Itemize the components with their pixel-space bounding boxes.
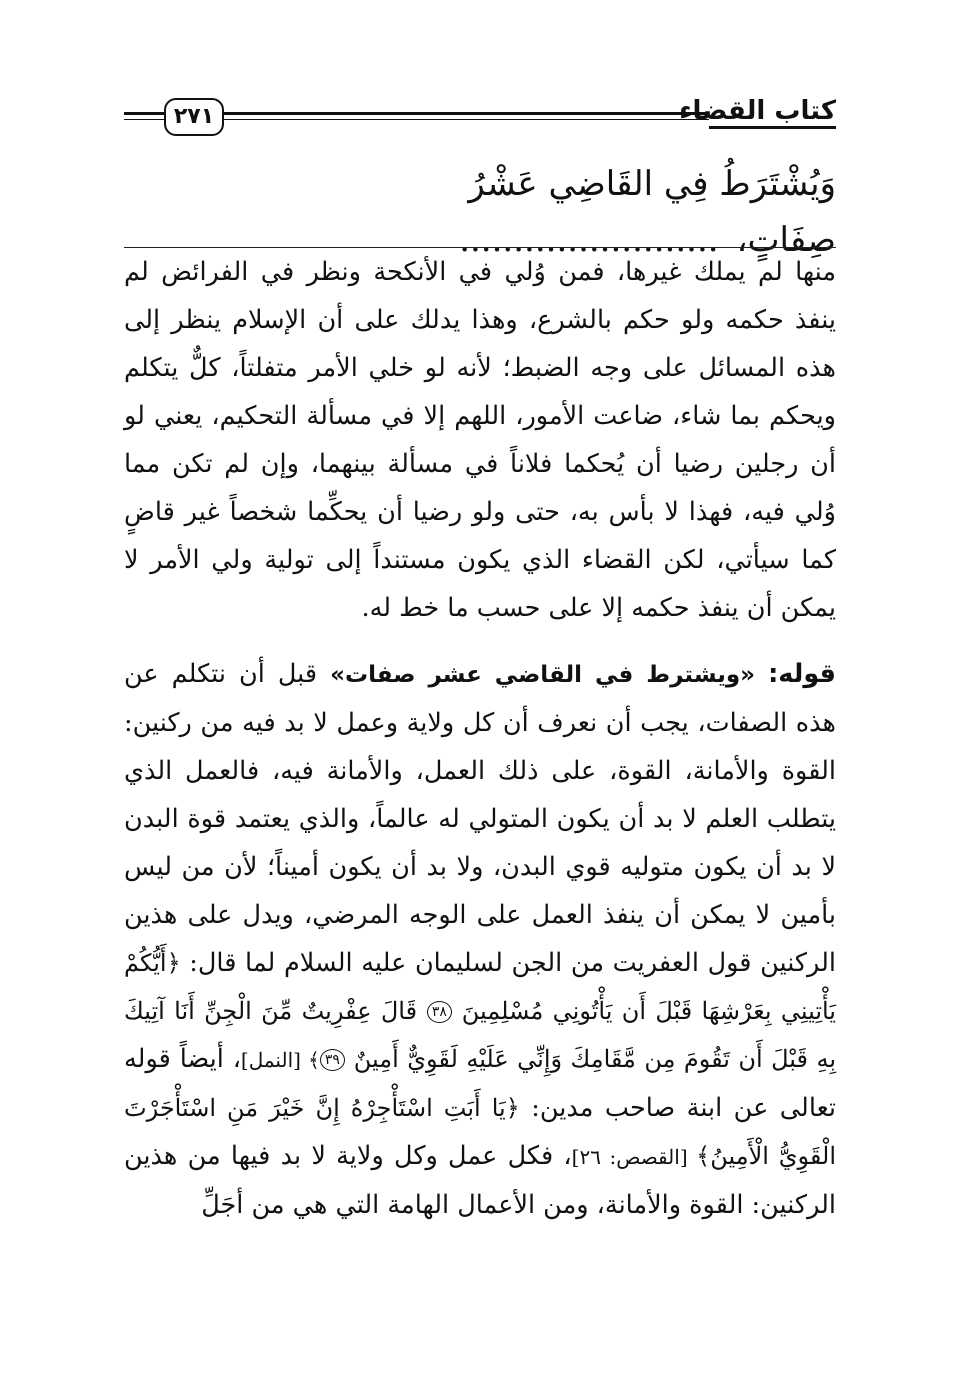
quoted-matn: «ويشترط في القاضي عشر صفات» [330,662,756,688]
page-number: ٢٧١ [164,98,224,136]
qawl-label: قوله: [768,659,836,689]
book-title: كتاب القضاء [679,96,836,126]
paragraph-2-text-b: ، أيضاً قوله تعالى عن ابنة صاحب مدين: [124,1044,836,1123]
matn-text: وَيُشْتَرَطُ فِي القَاضِي عَشْرُ صِفَاتٍ، [468,164,836,260]
ayah-number-38: ٣٨ [427,1001,452,1023]
paragraph-1: منها لم يملك غيرها، فمن وُلي في الأنكحة ونظر في الفرائض لم ينفذ حكمه ولو حكم بالشرع، وهذا يدلك على أن الإسلام ينظر إلى هذه المسائل على وجه الضبط؛ لأنه لو خلي الأمر متفلتاً، كلٌّ يتكلم ويحكم بما شاء، ضاعت الأمور، اللهم إلا في مسألة التحكيم، يعني لو أن رجلين رضيا أن يُحكما فلاناً في مسألة بينهما، وإن لم تكن مما وُلي فيه، فهذا لا بأس به، حتى ولو رضيا أن يحكِّما شخصاً غير قاضٍ كما سيأتي، لكن القضاء الذي يكون مستنداً إلى تولية ولي الأمر لا يمكن أن ينفذ حكمه إلا على حسب ما خط له. [124,257,836,623]
ayah-number-39: ٣٩ [320,1049,345,1071]
page-header [124,82,836,152]
matn-line [124,156,836,260]
matn-dots: ........................ [459,220,719,260]
header-rule-left-bottom [124,119,164,120]
header-rule-right-top [224,112,709,115]
header-rule-left-top [124,112,164,115]
paragraph-2-text-c: ، فكل عمل وكل ولاية لا بد فيها من هذين الركنين: القوة والأمانة، ومن الأعمال الهامة التي هي من أجَلِّ [124,1141,836,1220]
header-rule-under-title [709,126,836,129]
header-rule-right-bottom [224,119,709,120]
paragraph-2-text-a: قبل أن نتكلم عن هذه الصفات، يجب أن نعرف أن كل ولاية وعمل لا بد فيه من ركنين: القوة والأمانة، القوة، على ذلك العمل، والأمانة فيه، فالعمل الذي يتطلب العلم لا بد أن يكون المتولي له عالماً، والذي يعتمد قوة البدن لا بد أن يكون متوليه قوي البدن، ولا بد أن يكون أميناً؛ لأن من ليس بأمين لا يمكن أن ينفذ العمل على الوجه المرضي، ويدل على هذين الركنين قول العفريت من الجن لسليمان عليه السلام لما قال: [124,659,836,978]
quran-ref-qasas: [القصص: ٢٦] [571,1145,697,1169]
quran-verse-2: قَالَ عِفْرِيتٌ مِّنَ الْجِنِّ أَنَا آتِيكَ بِهِ قَبْلَ أَن تَقُومَ مِن مَّقَامِكَ وَإِنِّي عَلَيْهِ لَقَوِيٌّ أَمِينٌ [124,997,837,1073]
paragraph-2 [124,650,836,1229]
quran-verse-1: ﴿أَيُّكُمْ يَأْتِينِي بِعَرْشِهَا قَبْلَ أَن يَأْتُونِي مُسْلِمِينَ [124,949,836,1025]
quran-ref-naml: ﴾ [النمل] [240,1048,320,1072]
commentary [124,248,836,1229]
quran-verse-3: ﴿يَا أَبَتِ اسْتَأْجِرْهُ إِنَّ خَيْرَ مَنِ اسْتَأْجَرْتَ الْقَوِيُّ الْأَمِينُ﴾ [124,1094,837,1170]
